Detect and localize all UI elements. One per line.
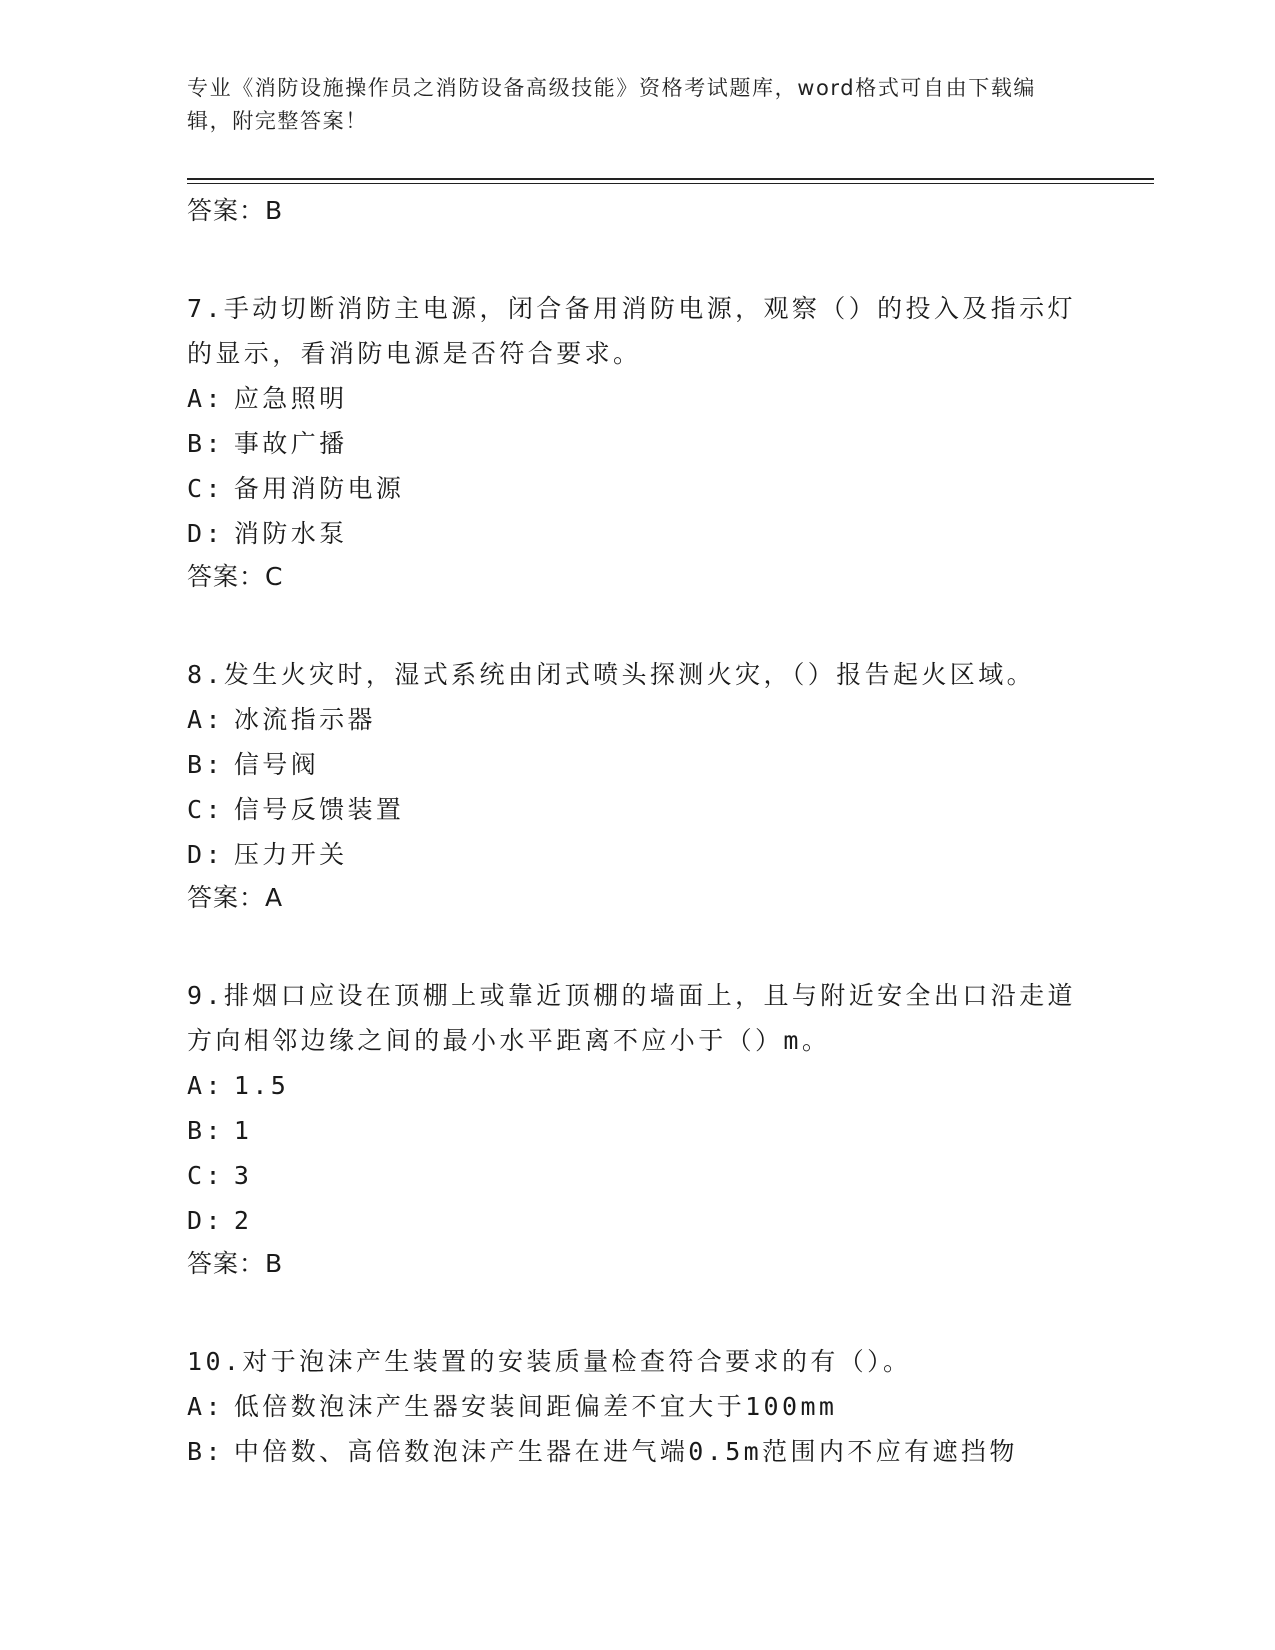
option-a <box>187 1063 1087 1108</box>
option-text: 信号阀 <box>233 750 320 779</box>
option-b <box>187 421 1087 466</box>
answer-label: 答案：B <box>187 196 284 225</box>
option-d <box>187 832 1087 877</box>
option-text: 信号反馈装置 <box>233 795 405 824</box>
option-label: B: <box>187 750 224 779</box>
question-7 <box>187 286 1087 598</box>
question-stem: 7.手动切断消防主电源，闭合备用消防电源，观察（）的投入及指示灯的显示，看消防电源是否符合要求。 <box>187 294 1076 368</box>
option-text: 低倍数泡沫产生器安装间距偏差不宜大于100mm <box>233 1392 838 1421</box>
option-c <box>187 1153 1087 1198</box>
question-stem: 9.排烟口应设在顶棚上或靠近顶棚的墙面上，且与附近安全出口沿走道方向相邻边缘之间的最小水平距离不应小于（）m。 <box>187 981 1076 1055</box>
option-text: 1.5 <box>233 1071 290 1100</box>
option-a <box>187 697 1087 742</box>
option-text: 1 <box>233 1116 253 1145</box>
header-rule-thin <box>187 183 1154 184</box>
option-label: D: <box>187 840 224 869</box>
option-label: C: <box>187 474 224 503</box>
option-a <box>187 376 1087 421</box>
option-label: C: <box>187 1161 224 1190</box>
option-label: D: <box>187 519 224 548</box>
option-text: 2 <box>233 1206 253 1235</box>
question-stem: 10.对于泡沫产生装置的安装质量检查符合要求的有（）。 <box>187 1347 912 1376</box>
question-9 <box>187 973 1087 1285</box>
option-b <box>187 1108 1087 1153</box>
option-text: 应急照明 <box>233 384 348 413</box>
option-label: B: <box>187 1437 224 1466</box>
answer-label: 答案：A <box>187 883 284 912</box>
option-d <box>187 1198 1087 1243</box>
option-text: 冰流指示器 <box>233 705 376 734</box>
option-b <box>187 742 1087 787</box>
document-content <box>187 190 1087 1474</box>
option-label: A: <box>187 705 224 734</box>
option-text: 备用消防电源 <box>233 474 405 503</box>
option-a <box>187 1384 1087 1429</box>
option-text: 3 <box>233 1161 253 1190</box>
option-label: D: <box>187 1206 224 1235</box>
option-c <box>187 787 1087 832</box>
option-c <box>187 466 1087 511</box>
question-8 <box>187 652 1087 919</box>
question-10 <box>187 1339 1087 1474</box>
option-label: A: <box>187 1071 224 1100</box>
option-label: B: <box>187 1116 224 1145</box>
question-stem: 8.发生火灾时，湿式系统由闭式喷头探测火灾，（）报告起火区域。 <box>187 660 1036 689</box>
option-label: A: <box>187 384 224 413</box>
option-text: 消防水泵 <box>233 519 348 548</box>
header-rule-thick <box>187 178 1154 180</box>
option-text: 中倍数、高倍数泡沫产生器在进气端0.5m范围内不应有遮挡物 <box>233 1437 1018 1466</box>
answer-label: 答案：C <box>187 562 284 591</box>
option-label: A: <box>187 1392 224 1421</box>
answer-label: 答案：B <box>187 1249 284 1278</box>
option-label: B: <box>187 429 224 458</box>
page-header: 专业《消防设施操作员之消防设备高级技能》资格考试题库，word格式可自由下载编辑，附完整答案！ <box>187 76 1037 133</box>
option-label: C: <box>187 795 224 824</box>
option-b <box>187 1429 1087 1474</box>
option-text: 压力开关 <box>233 840 348 869</box>
option-d <box>187 511 1087 556</box>
option-text: 事故广播 <box>233 429 348 458</box>
